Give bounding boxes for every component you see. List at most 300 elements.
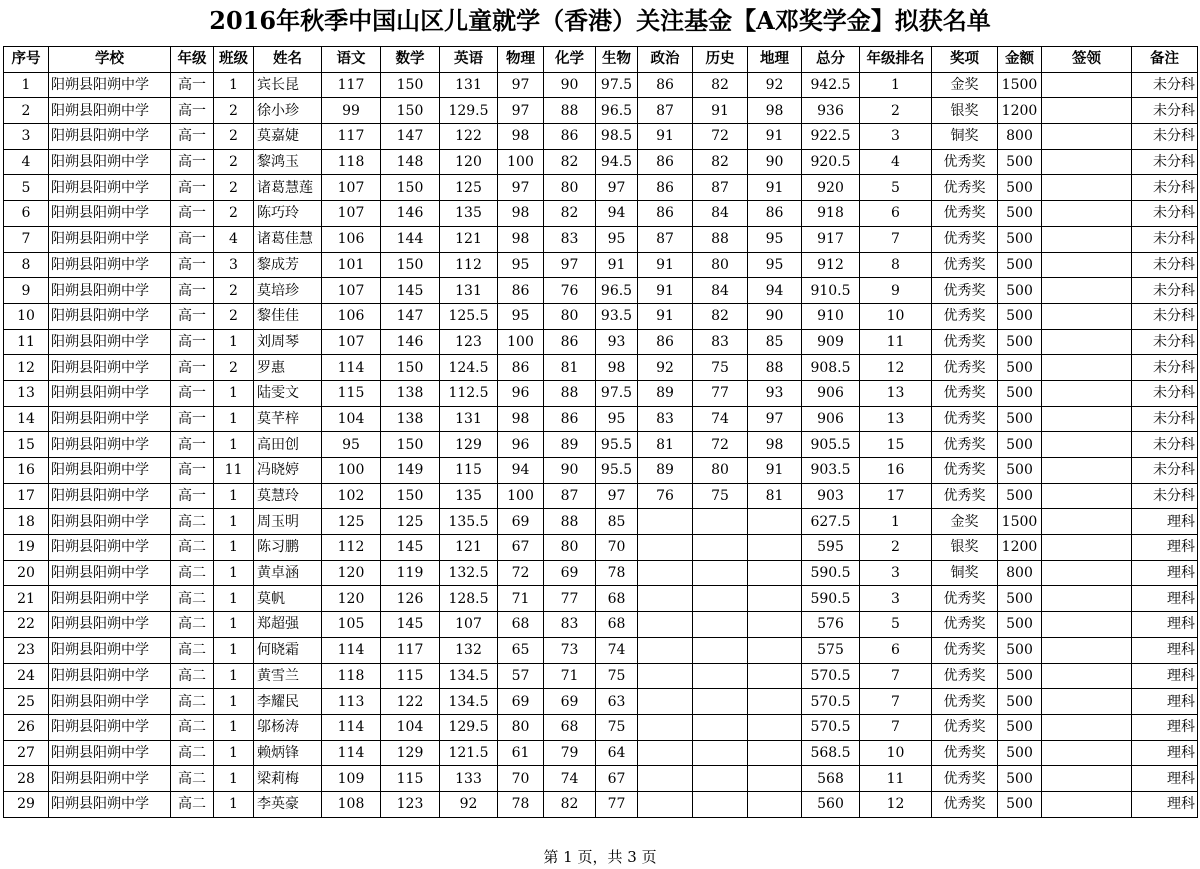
cell-col-award: 优秀奖 bbox=[932, 380, 998, 406]
cell-col-geography bbox=[748, 714, 802, 740]
cell-col-math: 150 bbox=[381, 355, 440, 381]
cell-col-name: 梁莉梅 bbox=[254, 766, 322, 792]
cell-col-name: 刘周琴 bbox=[254, 329, 322, 355]
cell-col-index: 25 bbox=[4, 689, 49, 715]
cell-col-biology: 95 bbox=[596, 226, 638, 252]
cell-col-total: 910 bbox=[802, 303, 860, 329]
cell-col-geography: 95 bbox=[748, 252, 802, 278]
cell-col-signature bbox=[1042, 740, 1132, 766]
cell-col-chinese: 118 bbox=[322, 149, 381, 175]
cell-col-history: 75 bbox=[693, 355, 748, 381]
cell-col-rank: 6 bbox=[860, 201, 932, 227]
cell-col-total: 936 bbox=[802, 98, 860, 124]
cell-col-geography: 86 bbox=[748, 201, 802, 227]
cell-col-total: 590.5 bbox=[802, 560, 860, 586]
cell-col-english: 121 bbox=[440, 226, 498, 252]
cell-col-physics: 94 bbox=[498, 458, 544, 484]
cell-col-chinese: 118 bbox=[322, 663, 381, 689]
header-col-index: 序号 bbox=[4, 47, 49, 73]
cell-col-award: 优秀奖 bbox=[932, 303, 998, 329]
cell-col-chemistry: 97 bbox=[544, 252, 596, 278]
cell-col-math: 150 bbox=[381, 72, 440, 98]
cell-col-signature bbox=[1042, 791, 1132, 817]
cell-col-name: 黎鸿玉 bbox=[254, 149, 322, 175]
cell-col-signature bbox=[1042, 535, 1132, 561]
cell-col-school: 阳朔县阳朔中学 bbox=[49, 226, 171, 252]
cell-col-award: 优秀奖 bbox=[932, 201, 998, 227]
cell-col-history: 75 bbox=[693, 483, 748, 509]
table-row bbox=[4, 226, 1198, 252]
cell-col-english: 128.5 bbox=[440, 586, 498, 612]
cell-col-math: 144 bbox=[381, 226, 440, 252]
cell-col-signature bbox=[1042, 303, 1132, 329]
cell-col-school: 阳朔县阳朔中学 bbox=[49, 560, 171, 586]
cell-col-school: 阳朔县阳朔中学 bbox=[49, 483, 171, 509]
cell-col-physics: 98 bbox=[498, 406, 544, 432]
cell-col-school: 阳朔县阳朔中学 bbox=[49, 535, 171, 561]
cell-col-physics: 98 bbox=[498, 124, 544, 150]
cell-col-name: 莫培珍 bbox=[254, 278, 322, 304]
cell-col-physics: 72 bbox=[498, 560, 544, 586]
cell-col-index: 23 bbox=[4, 637, 49, 663]
cell-col-chemistry: 77 bbox=[544, 586, 596, 612]
cell-col-total: 912 bbox=[802, 252, 860, 278]
cell-col-total: 918 bbox=[802, 201, 860, 227]
cell-col-name: 莫芊梓 bbox=[254, 406, 322, 432]
cell-col-total: 570.5 bbox=[802, 689, 860, 715]
cell-col-school: 阳朔县阳朔中学 bbox=[49, 124, 171, 150]
cell-col-school: 阳朔县阳朔中学 bbox=[49, 98, 171, 124]
cell-col-chinese: 117 bbox=[322, 72, 381, 98]
cell-col-history: 87 bbox=[693, 175, 748, 201]
cell-col-english: 135 bbox=[440, 483, 498, 509]
cell-col-math: 150 bbox=[381, 432, 440, 458]
cell-col-history bbox=[693, 791, 748, 817]
cell-col-physics: 98 bbox=[498, 226, 544, 252]
cell-col-total: 908.5 bbox=[802, 355, 860, 381]
cell-col-grade: 高二 bbox=[171, 509, 214, 535]
cell-col-biology: 63 bbox=[596, 689, 638, 715]
cell-col-politics bbox=[638, 612, 693, 638]
cell-col-physics: 78 bbox=[498, 791, 544, 817]
cell-col-remark: 未分科 bbox=[1132, 175, 1198, 201]
cell-col-geography: 98 bbox=[748, 98, 802, 124]
cell-col-biology: 64 bbox=[596, 740, 638, 766]
cell-col-politics: 86 bbox=[638, 149, 693, 175]
cell-col-english: 129 bbox=[440, 432, 498, 458]
cell-col-history: 74 bbox=[693, 406, 748, 432]
cell-col-math: 138 bbox=[381, 406, 440, 432]
cell-col-physics: 97 bbox=[498, 72, 544, 98]
cell-col-school: 阳朔县阳朔中学 bbox=[49, 175, 171, 201]
cell-col-politics: 89 bbox=[638, 380, 693, 406]
cell-col-math: 146 bbox=[381, 329, 440, 355]
cell-col-school: 阳朔县阳朔中学 bbox=[49, 380, 171, 406]
cell-col-signature bbox=[1042, 714, 1132, 740]
cell-col-remark: 理科 bbox=[1132, 766, 1198, 792]
cell-col-chemistry: 81 bbox=[544, 355, 596, 381]
cell-col-award: 优秀奖 bbox=[932, 791, 998, 817]
cell-col-math: 117 bbox=[381, 637, 440, 663]
cell-col-index: 18 bbox=[4, 509, 49, 535]
cell-col-school: 阳朔县阳朔中学 bbox=[49, 72, 171, 98]
cell-col-signature bbox=[1042, 483, 1132, 509]
cell-col-chinese: 114 bbox=[322, 355, 381, 381]
cell-col-biology: 97.5 bbox=[596, 380, 638, 406]
cell-col-award: 优秀奖 bbox=[932, 612, 998, 638]
cell-col-award: 优秀奖 bbox=[932, 586, 998, 612]
cell-col-english: 123 bbox=[440, 329, 498, 355]
cell-col-amount: 500 bbox=[998, 586, 1042, 612]
cell-col-amount: 800 bbox=[998, 124, 1042, 150]
table-row bbox=[4, 175, 1198, 201]
cell-col-geography: 97 bbox=[748, 406, 802, 432]
cell-col-physics: 70 bbox=[498, 766, 544, 792]
cell-col-rank: 2 bbox=[860, 98, 932, 124]
cell-col-grade: 高一 bbox=[171, 458, 214, 484]
cell-col-signature bbox=[1042, 612, 1132, 638]
cell-col-award: 金奖 bbox=[932, 509, 998, 535]
cell-col-amount: 500 bbox=[998, 714, 1042, 740]
table-row bbox=[4, 740, 1198, 766]
cell-col-biology: 94 bbox=[596, 201, 638, 227]
cell-col-physics: 96 bbox=[498, 432, 544, 458]
header-col-physics: 物理 bbox=[498, 47, 544, 73]
cell-col-school: 阳朔县阳朔中学 bbox=[49, 637, 171, 663]
cell-col-class: 1 bbox=[214, 714, 254, 740]
cell-col-chinese: 125 bbox=[322, 509, 381, 535]
cell-col-chinese: 100 bbox=[322, 458, 381, 484]
cell-col-remark: 理科 bbox=[1132, 714, 1198, 740]
cell-col-rank: 2 bbox=[860, 535, 932, 561]
cell-col-physics: 95 bbox=[498, 303, 544, 329]
cell-col-politics bbox=[638, 509, 693, 535]
cell-col-geography: 98 bbox=[748, 432, 802, 458]
cell-col-class: 1 bbox=[214, 560, 254, 586]
cell-col-history: 84 bbox=[693, 201, 748, 227]
cell-col-english: 135.5 bbox=[440, 509, 498, 535]
cell-col-english: 92 bbox=[440, 791, 498, 817]
cell-col-index: 1 bbox=[4, 72, 49, 98]
cell-col-math: 145 bbox=[381, 278, 440, 304]
cell-col-chemistry: 90 bbox=[544, 458, 596, 484]
cell-col-total: 590.5 bbox=[802, 586, 860, 612]
cell-col-physics: 100 bbox=[498, 483, 544, 509]
cell-col-school: 阳朔县阳朔中学 bbox=[49, 663, 171, 689]
cell-col-chinese: 107 bbox=[322, 329, 381, 355]
cell-col-rank: 3 bbox=[860, 560, 932, 586]
table-row bbox=[4, 380, 1198, 406]
cell-col-geography bbox=[748, 612, 802, 638]
cell-col-class: 1 bbox=[214, 689, 254, 715]
cell-col-grade: 高一 bbox=[171, 98, 214, 124]
cell-col-class: 1 bbox=[214, 535, 254, 561]
cell-col-amount: 500 bbox=[998, 175, 1042, 201]
cell-col-politics bbox=[638, 689, 693, 715]
cell-col-chemistry: 76 bbox=[544, 278, 596, 304]
cell-col-rank: 12 bbox=[860, 791, 932, 817]
cell-col-english: 125 bbox=[440, 175, 498, 201]
cell-col-amount: 500 bbox=[998, 303, 1042, 329]
cell-col-biology: 93.5 bbox=[596, 303, 638, 329]
cell-col-grade: 高二 bbox=[171, 766, 214, 792]
cell-col-award: 优秀奖 bbox=[932, 458, 998, 484]
cell-col-politics: 87 bbox=[638, 98, 693, 124]
cell-col-chinese: 114 bbox=[322, 637, 381, 663]
cell-col-chinese: 113 bbox=[322, 689, 381, 715]
cell-col-award: 优秀奖 bbox=[932, 637, 998, 663]
cell-col-history bbox=[693, 740, 748, 766]
cell-col-signature bbox=[1042, 586, 1132, 612]
cell-col-school: 阳朔县阳朔中学 bbox=[49, 278, 171, 304]
cell-col-chinese: 117 bbox=[322, 124, 381, 150]
cell-col-chemistry: 80 bbox=[544, 535, 596, 561]
cell-col-remark: 理科 bbox=[1132, 560, 1198, 586]
cell-col-award: 优秀奖 bbox=[932, 175, 998, 201]
cell-col-politics bbox=[638, 663, 693, 689]
cell-col-award: 优秀奖 bbox=[932, 483, 998, 509]
cell-col-award: 铜奖 bbox=[932, 124, 998, 150]
cell-col-physics: 97 bbox=[498, 175, 544, 201]
cell-col-grade: 高二 bbox=[171, 612, 214, 638]
cell-col-biology: 95.5 bbox=[596, 432, 638, 458]
cell-col-name: 诸葛佳慧 bbox=[254, 226, 322, 252]
cell-col-politics bbox=[638, 740, 693, 766]
cell-col-signature bbox=[1042, 432, 1132, 458]
cell-col-remark: 未分科 bbox=[1132, 278, 1198, 304]
cell-col-total: 568.5 bbox=[802, 740, 860, 766]
cell-col-biology: 91 bbox=[596, 252, 638, 278]
cell-col-chemistry: 80 bbox=[544, 175, 596, 201]
cell-col-chemistry: 90 bbox=[544, 72, 596, 98]
cell-col-grade: 高二 bbox=[171, 740, 214, 766]
cell-col-remark: 理科 bbox=[1132, 586, 1198, 612]
cell-col-physics: 96 bbox=[498, 380, 544, 406]
cell-col-history bbox=[693, 714, 748, 740]
cell-col-school: 阳朔县阳朔中学 bbox=[49, 355, 171, 381]
cell-col-biology: 95.5 bbox=[596, 458, 638, 484]
cell-col-politics: 92 bbox=[638, 355, 693, 381]
cell-col-chemistry: 87 bbox=[544, 483, 596, 509]
cell-col-history bbox=[693, 637, 748, 663]
cell-col-english: 131 bbox=[440, 278, 498, 304]
cell-col-biology: 74 bbox=[596, 637, 638, 663]
cell-col-signature bbox=[1042, 278, 1132, 304]
cell-col-grade: 高二 bbox=[171, 689, 214, 715]
cell-col-index: 17 bbox=[4, 483, 49, 509]
cell-col-total: 570.5 bbox=[802, 714, 860, 740]
cell-col-chemistry: 74 bbox=[544, 766, 596, 792]
cell-col-geography: 94 bbox=[748, 278, 802, 304]
cell-col-politics: 87 bbox=[638, 226, 693, 252]
cell-col-politics: 83 bbox=[638, 406, 693, 432]
header-col-geography: 地理 bbox=[748, 47, 802, 73]
table-row bbox=[4, 201, 1198, 227]
cell-col-amount: 500 bbox=[998, 355, 1042, 381]
table-row bbox=[4, 637, 1198, 663]
header-col-math: 数学 bbox=[381, 47, 440, 73]
table-row bbox=[4, 612, 1198, 638]
cell-col-signature bbox=[1042, 637, 1132, 663]
cell-col-chinese: 107 bbox=[322, 278, 381, 304]
cell-col-english: 121.5 bbox=[440, 740, 498, 766]
table-row bbox=[4, 535, 1198, 561]
cell-col-math: 148 bbox=[381, 149, 440, 175]
cell-col-math: 122 bbox=[381, 689, 440, 715]
cell-col-english: 125.5 bbox=[440, 303, 498, 329]
cell-col-remark: 理科 bbox=[1132, 535, 1198, 561]
cell-col-total: 570.5 bbox=[802, 663, 860, 689]
cell-col-class: 2 bbox=[214, 175, 254, 201]
cell-col-signature bbox=[1042, 149, 1132, 175]
cell-col-award: 铜奖 bbox=[932, 560, 998, 586]
cell-col-name: 冯晓婷 bbox=[254, 458, 322, 484]
cell-col-rank: 8 bbox=[860, 252, 932, 278]
page-title: 2016年秋季中国山区儿童就学（香港）关注基金【A邓奖学金】拟获名单 bbox=[209, 6, 991, 35]
cell-col-class: 2 bbox=[214, 98, 254, 124]
cell-col-physics: 57 bbox=[498, 663, 544, 689]
table-row bbox=[4, 329, 1198, 355]
cell-col-amount: 500 bbox=[998, 149, 1042, 175]
cell-col-english: 132.5 bbox=[440, 560, 498, 586]
cell-col-chemistry: 86 bbox=[544, 124, 596, 150]
cell-col-politics: 91 bbox=[638, 303, 693, 329]
cell-col-class: 1 bbox=[214, 380, 254, 406]
award-table bbox=[3, 46, 1198, 818]
cell-col-award: 银奖 bbox=[932, 98, 998, 124]
cell-col-name: 陈习鹏 bbox=[254, 535, 322, 561]
cell-col-chinese: 109 bbox=[322, 766, 381, 792]
cell-col-amount: 500 bbox=[998, 226, 1042, 252]
cell-col-geography bbox=[748, 663, 802, 689]
cell-col-remark: 未分科 bbox=[1132, 72, 1198, 98]
cell-col-chemistry: 88 bbox=[544, 380, 596, 406]
cell-col-biology: 96.5 bbox=[596, 98, 638, 124]
cell-col-geography: 93 bbox=[748, 380, 802, 406]
header-col-biology: 生物 bbox=[596, 47, 638, 73]
cell-col-name: 高田创 bbox=[254, 432, 322, 458]
cell-col-math: 149 bbox=[381, 458, 440, 484]
cell-col-rank: 7 bbox=[860, 689, 932, 715]
cell-col-class: 1 bbox=[214, 329, 254, 355]
cell-col-signature bbox=[1042, 72, 1132, 98]
cell-col-biology: 75 bbox=[596, 663, 638, 689]
cell-col-math: 147 bbox=[381, 124, 440, 150]
cell-col-politics: 91 bbox=[638, 124, 693, 150]
cell-col-class: 11 bbox=[214, 458, 254, 484]
cell-col-physics: 86 bbox=[498, 355, 544, 381]
cell-col-english: 107 bbox=[440, 612, 498, 638]
header-col-politics: 政治 bbox=[638, 47, 693, 73]
cell-col-english: 121 bbox=[440, 535, 498, 561]
cell-col-signature bbox=[1042, 380, 1132, 406]
cell-col-class: 1 bbox=[214, 72, 254, 98]
cell-col-class: 1 bbox=[214, 663, 254, 689]
cell-col-award: 优秀奖 bbox=[932, 278, 998, 304]
cell-col-index: 21 bbox=[4, 586, 49, 612]
cell-col-index: 5 bbox=[4, 175, 49, 201]
cell-col-index: 6 bbox=[4, 201, 49, 227]
cell-col-english: 132 bbox=[440, 637, 498, 663]
cell-col-total: 560 bbox=[802, 791, 860, 817]
cell-col-rank: 4 bbox=[860, 149, 932, 175]
cell-col-school: 阳朔县阳朔中学 bbox=[49, 432, 171, 458]
cell-col-chemistry: 88 bbox=[544, 98, 596, 124]
header-col-chemistry: 化学 bbox=[544, 47, 596, 73]
cell-col-politics: 89 bbox=[638, 458, 693, 484]
cell-col-class: 2 bbox=[214, 355, 254, 381]
cell-col-award: 优秀奖 bbox=[932, 406, 998, 432]
cell-col-grade: 高一 bbox=[171, 201, 214, 227]
cell-col-name: 莫帆 bbox=[254, 586, 322, 612]
cell-col-grade: 高二 bbox=[171, 637, 214, 663]
cell-col-index: 16 bbox=[4, 458, 49, 484]
cell-col-award: 银奖 bbox=[932, 535, 998, 561]
cell-col-geography: 92 bbox=[748, 72, 802, 98]
table-row bbox=[4, 689, 1198, 715]
cell-col-english: 135 bbox=[440, 201, 498, 227]
cell-col-school: 阳朔县阳朔中学 bbox=[49, 149, 171, 175]
cell-col-class: 1 bbox=[214, 740, 254, 766]
cell-col-award: 优秀奖 bbox=[932, 740, 998, 766]
cell-col-school: 阳朔县阳朔中学 bbox=[49, 509, 171, 535]
cell-col-grade: 高二 bbox=[171, 586, 214, 612]
cell-col-math: 138 bbox=[381, 380, 440, 406]
cell-col-class: 2 bbox=[214, 124, 254, 150]
cell-col-class: 1 bbox=[214, 586, 254, 612]
cell-col-remark: 未分科 bbox=[1132, 380, 1198, 406]
cell-col-rank: 1 bbox=[860, 72, 932, 98]
header-col-rank: 年级排名 bbox=[860, 47, 932, 73]
cell-col-chinese: 114 bbox=[322, 714, 381, 740]
cell-col-history bbox=[693, 663, 748, 689]
cell-col-remark: 未分科 bbox=[1132, 124, 1198, 150]
cell-col-chinese: 112 bbox=[322, 535, 381, 561]
cell-col-name: 李英豪 bbox=[254, 791, 322, 817]
cell-col-index: 14 bbox=[4, 406, 49, 432]
cell-col-amount: 500 bbox=[998, 406, 1042, 432]
cell-col-name: 陈巧玲 bbox=[254, 201, 322, 227]
cell-col-chinese: 114 bbox=[322, 740, 381, 766]
cell-col-grade: 高一 bbox=[171, 72, 214, 98]
cell-col-grade: 高一 bbox=[171, 149, 214, 175]
cell-col-math: 125 bbox=[381, 509, 440, 535]
cell-col-english: 131 bbox=[440, 72, 498, 98]
cell-col-biology: 94.5 bbox=[596, 149, 638, 175]
header-col-school: 学校 bbox=[49, 47, 171, 73]
cell-col-history: 91 bbox=[693, 98, 748, 124]
cell-col-chinese: 101 bbox=[322, 252, 381, 278]
cell-col-name: 李耀民 bbox=[254, 689, 322, 715]
cell-col-math: 150 bbox=[381, 175, 440, 201]
cell-col-amount: 1500 bbox=[998, 509, 1042, 535]
table-row bbox=[4, 560, 1198, 586]
cell-col-chinese: 95 bbox=[322, 432, 381, 458]
cell-col-politics bbox=[638, 791, 693, 817]
cell-col-physics: 65 bbox=[498, 637, 544, 663]
cell-col-biology: 70 bbox=[596, 535, 638, 561]
table-row bbox=[4, 149, 1198, 175]
cell-col-amount: 500 bbox=[998, 483, 1042, 509]
cell-col-physics: 71 bbox=[498, 586, 544, 612]
cell-col-chemistry: 71 bbox=[544, 663, 596, 689]
cell-col-amount: 500 bbox=[998, 689, 1042, 715]
cell-col-chemistry: 79 bbox=[544, 740, 596, 766]
cell-col-geography: 91 bbox=[748, 458, 802, 484]
cell-col-biology: 67 bbox=[596, 766, 638, 792]
cell-col-english: 131 bbox=[440, 406, 498, 432]
cell-col-rank: 7 bbox=[860, 663, 932, 689]
